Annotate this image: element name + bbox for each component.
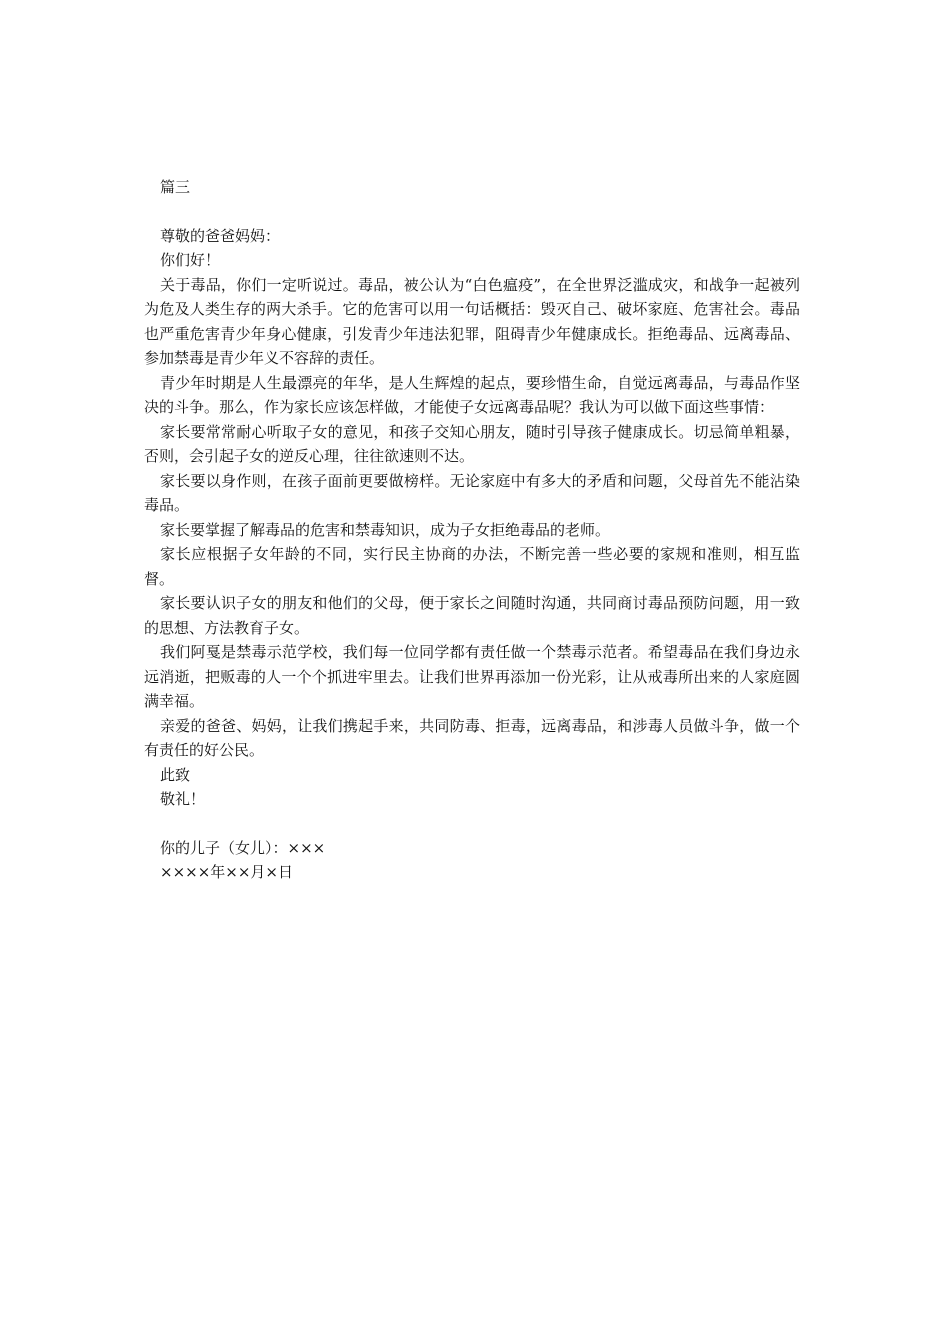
paragraph-4: 家长要以身作则，在孩子面前更要做榜样。无论家庭中有多大的矛盾和问题，父母首先不能沾染毒品。 bbox=[144, 471, 800, 514]
letter-body bbox=[144, 175, 800, 885]
paragraph-3: 家长要常常耐心听取子女的意见，和孩子交知心朋友，随时引导孩子健康成长。切忌简单粗暴，否则，会引起子女的逆反心理，往往欲速则不达。 bbox=[144, 422, 800, 465]
paragraph-8: 我们阿戛是禁毒示范学校，我们每一位同学都有责任做一个禁毒示范者。希望毒品在我们身边永远消逝，把贩毒的人一个个抓进牢里去。让我们世界再添加一份光彩，让从戒毒所出来的人家庭圆满幸福。 bbox=[144, 643, 800, 710]
paragraph-2: 青少年时期是人生最漂亮的年华，是人生辉煌的起点，要珍惜生命，自觉远离毒品，与毒品作坚决的斗争。那么，作为家长应该怎样做，才能使子女远离毒品呢？我认为可以做下面这些事情： bbox=[144, 373, 800, 416]
salutation: 尊敬的爸爸妈妈： bbox=[160, 226, 281, 245]
letter-heading: 篇三 bbox=[160, 178, 191, 196]
paragraph-9: 亲爱的爸爸、妈妈，让我们携起手来，共同防毒、拒毒，远离毒品，和涉毒人员做斗争，做一个有责任的好公民。 bbox=[144, 716, 800, 759]
spacer bbox=[144, 812, 800, 836]
paragraph-1: 关于毒品，你们一定听说过。毒品，被公认为“白色瘟疫”，在全世界泛滥成灾，和战争一起被列为危及人类生存的两大杀手。它的危害可以用一句话概括：毁灭自己、破坏家庭、危害社会。毒品也严重危害青少年身心健康，引发青少年违法犯罪，阻碍青少年健康成长。拒绝毒品、远离毒品、参加禁毒是青少年义不容辞的责任。 bbox=[144, 275, 800, 367]
signature: 你的儿子（女儿）：××× bbox=[160, 838, 326, 857]
greeting: 你们好！ bbox=[160, 251, 221, 269]
closing-line-1: 此致 bbox=[160, 765, 191, 784]
closing-line-2: 敬礼！ bbox=[160, 790, 206, 808]
spacer bbox=[144, 200, 800, 224]
paragraph-7: 家长要认识子女的朋友和他们的父母，便于家长之间随时沟通，共同商讨毒品预防问题，用一致的思想、方法教育子女。 bbox=[144, 594, 800, 637]
date: ××××年××月×日 bbox=[160, 863, 293, 881]
paragraph-5: 家长要掌握了解毒品的危害和禁毒知识，成为子女拒绝毒品的老师。 bbox=[160, 520, 611, 539]
paragraph-6: 家长应根据子女年龄的不同，实行民主协商的办法，不断完善一些必要的家规和准则，相互监督。 bbox=[144, 545, 800, 588]
